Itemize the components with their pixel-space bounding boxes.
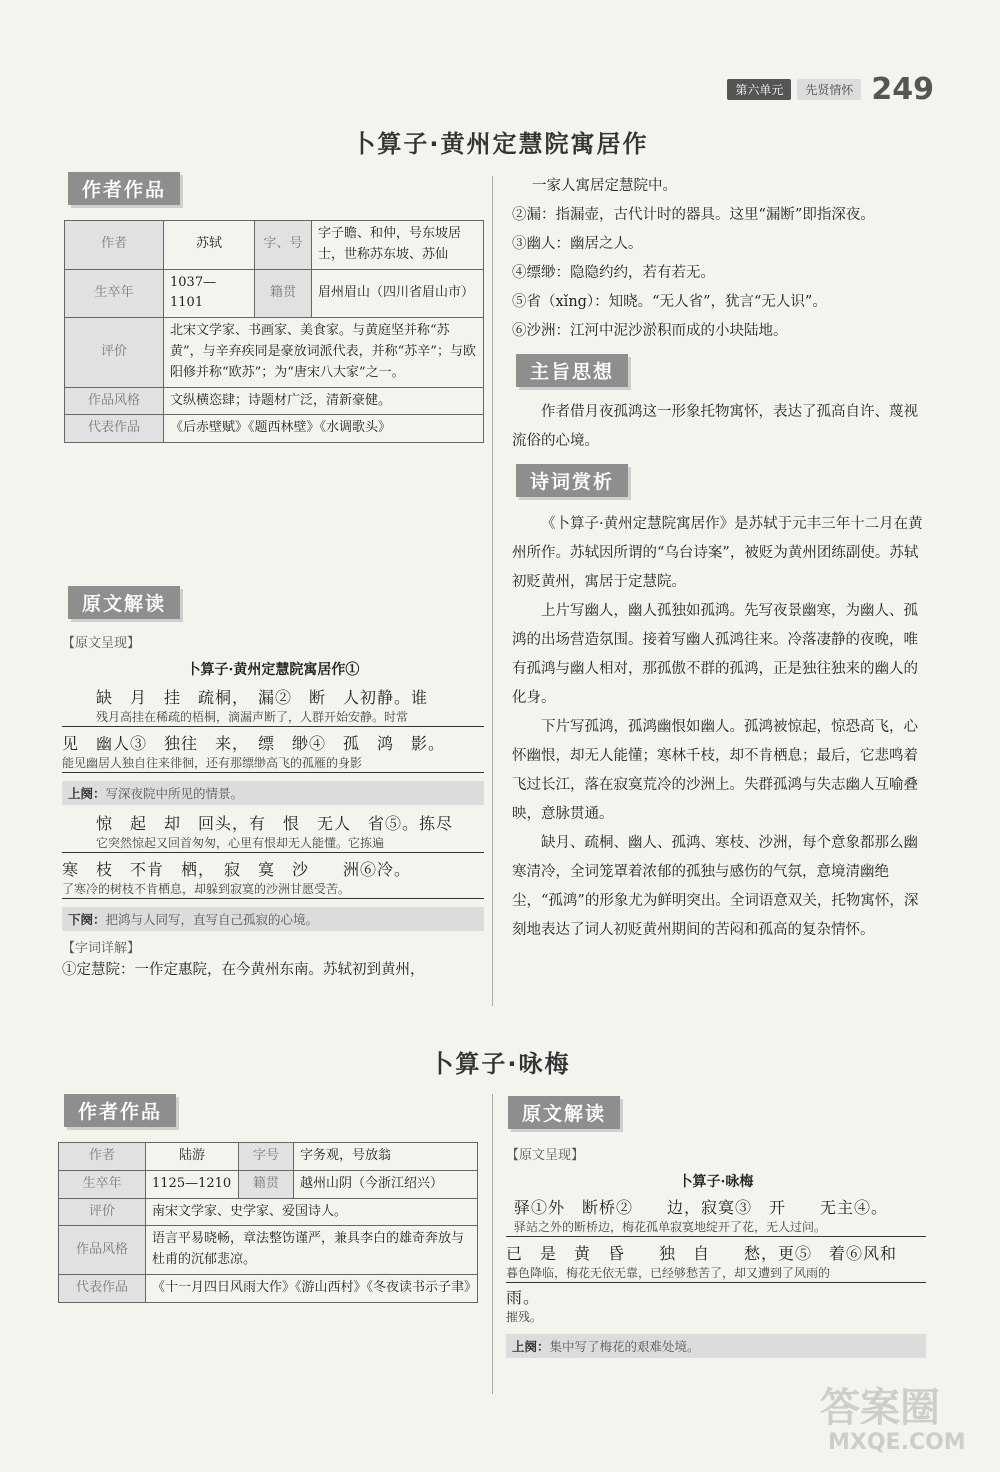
translation-line: 了寒冷的树枝不肯栖息，却躲到寂寞的沙洲甘愿受苦。	[62, 880, 484, 899]
author-works: 《后赤壁赋》《题西林壁》《水调歌头》	[164, 415, 484, 443]
note-lower	[62, 907, 484, 931]
author-origin: 眉州眉山（四川省眉山市）	[312, 269, 484, 318]
note-label: 上阕：	[68, 786, 106, 801]
gloss-item: ①定慧院：一作定惠院，在今黄州东南。苏轼初到黄州，	[62, 962, 425, 978]
page-number: 249	[871, 72, 934, 107]
label-works: 代表作品	[65, 415, 164, 443]
note-text: 把鸿与人同写，直写自己孤寂的心境。	[105, 912, 319, 927]
poem-line: 寒 枝 不肯 栖， 寂 寞 沙 洲⑥冷。	[62, 860, 412, 879]
note-upper	[506, 1334, 926, 1358]
page-header	[727, 72, 934, 107]
label-author: 作者	[65, 221, 164, 270]
gloss-item: ②漏：指漏壶，古代计时的器具。这里“漏断”即指深夜。	[512, 207, 875, 223]
author-origin: 越州山阴（今浙江绍兴）	[294, 1170, 478, 1198]
author-years: 1037—1101	[164, 269, 255, 318]
label-years: 生卒年	[65, 269, 164, 318]
gloss-item: 一家人寓居定慧院中。	[532, 178, 677, 194]
poem-line: 已 是 黄 昏 独 自 愁，更⑤ 着⑥风和	[506, 1244, 898, 1263]
translation-line: 驿站之外的断桥边，梅花孤单寂寞地绽开了花，无人过问。	[506, 1218, 926, 1237]
translation-line: 暮色降临，梅花无依无靠，已经够愁苦了，却又遭到了风雨的	[506, 1264, 926, 1283]
poem1-reading	[62, 632, 484, 985]
appreciation-body	[512, 510, 932, 945]
poem-line: 驿①外 断桥② 边，寂寞③ 开 无主④。	[514, 1198, 889, 1217]
label-origin: 籍贯	[239, 1170, 294, 1198]
section-author-works: 作者作品	[68, 172, 180, 205]
theme-text: 作者借月夜孤鸿这一形象托物寓怀，表达了孤高自许、蔑视流俗的心境。	[512, 404, 918, 449]
translation-line: 摧残。	[506, 1310, 543, 1324]
unit-tag: 第六单元	[727, 79, 791, 100]
section-appreciation: 诗词赏析	[516, 464, 628, 497]
label-style: 作品风格	[59, 1226, 146, 1275]
translation-line: 能见幽居人独自往来徘徊，还有那缥缈高飞的孤雁的身影	[62, 754, 484, 773]
poem-line: 见 幽人③ 独往 来， 缥 缈④ 孤 鸿 影。	[62, 734, 446, 753]
author-zi: 字子瞻、和仲，号东坡居士，世称苏东坡、苏仙	[312, 221, 484, 270]
appreciation-paragraph: 下片写孤鸿，孤鸿幽恨如幽人。孤鸿被惊起，惊恐高飞，心怀幽恨，却无人能懂；寒林千枝，却不肯栖息；最后，它悲鸣着飞过长江，落在寂寞荒冷的沙洲上。失群孤鸿与失志幽人互喻叠映，意脉贯通。	[512, 719, 918, 822]
translation-line: 它突然惊起又回首匆匆，心里有恨却无人能懂。它拣遍	[62, 834, 484, 853]
author-style: 语言平易晓畅，章法整饬谨严，兼具李白的雄奇奔放与杜甫的沉郁悲凉。	[146, 1226, 478, 1275]
gloss-item: ⑤省（xǐng）：知晓。“无人省”，犹言“无人识”。	[512, 294, 827, 310]
author-table-1	[64, 220, 484, 443]
label-style: 作品风格	[65, 387, 164, 415]
poem2-inner-title: 卜算子·咏梅	[678, 1174, 754, 1190]
author-works: 《十一月四日风雨大作》《游山西村》《冬夜读书示子聿》	[146, 1274, 478, 1302]
label-zi: 字号	[239, 1143, 294, 1171]
orig-label: 【原文呈现】	[506, 1148, 585, 1163]
note-label: 上阕：	[512, 1339, 550, 1354]
watermark-url: MXQE.COM	[828, 1430, 966, 1455]
gloss-item: ⑥沙洲：江河中泥沙淤积而成的小块陆地。	[512, 323, 788, 339]
column-divider-2	[492, 1094, 493, 1394]
poem2-title: 卜算子·咏梅	[429, 1050, 571, 1078]
gloss-label: 【字词详解】	[62, 941, 141, 956]
poem-line: 雨。	[506, 1288, 541, 1307]
author-zi: 字务观，号放翁	[294, 1143, 478, 1171]
label-years: 生卒年	[59, 1170, 146, 1198]
note-upper	[62, 781, 484, 805]
note-text: 集中写了梅花的艰难处境。	[549, 1339, 700, 1354]
watermark-logo: 答案圈	[820, 1385, 940, 1431]
label-zi: 字、号	[255, 221, 312, 270]
gloss-item: ③幽人：幽居之人。	[512, 236, 643, 252]
author-eval: 南宋文学家、史学家、爱国诗人。	[146, 1198, 478, 1226]
author-eval: 北宋文学家、书画家、美食家。与黄庭坚并称“苏黄”，与辛弃疾同是豪放词派代表，并称“苏辛”；与欧阳修并称“欧苏”；为“唐宋八大家”之一。	[164, 318, 484, 387]
label-eval: 评价	[65, 318, 164, 387]
orig-label: 【原文呈现】	[62, 636, 141, 651]
appreciation-paragraph: 缺月、疏桐、幽人、孤鸿、寒枝、沙洲，每个意象都那么幽寒清冷，全词笼罩着浓郁的孤独与感伤的气氛，意境清幽绝尘，“孤鸿”的形象尤为鲜明突出。全词语意双关，托物寓怀，深刻地表达了词人初贬黄州期间的苦闷和孤高的复杂情怀。	[512, 835, 919, 938]
poem1-inner-title: 卜算子·黄州定慧院寓居作①	[186, 662, 360, 678]
note-text: 写深夜院中所见的情景。	[105, 786, 244, 801]
gloss-continued	[512, 172, 932, 346]
poem-line: 惊 起 却 回头，有 恨 无人 省⑤。拣尽	[96, 814, 454, 833]
translation-line: 残月高挂在稀疏的梧桐，滴漏声断了，人群开始安静。时常	[62, 708, 484, 727]
note-label: 下阕：	[68, 912, 106, 927]
author-name: 陆游	[146, 1143, 239, 1171]
topic-tag: 先贤情怀	[797, 79, 861, 100]
appreciation-paragraph: 上片写幽人，幽人孤独如孤鸿。先写夜景幽寒，为幽人、孤鸿的出场营造氛围。接着写幽人孤鸿往来。冷落凄静的夜晚，唯有孤鸿与幽人相对，那孤傲不群的孤鸿，正是独往独来的幽人的化身。	[512, 603, 918, 706]
label-author: 作者	[59, 1143, 146, 1171]
label-works: 代表作品	[59, 1274, 146, 1302]
author-years: 1125—1210	[146, 1170, 239, 1198]
gloss-item: ④缥缈：隐隐约约，若有若无。	[512, 265, 715, 281]
author-table-2	[58, 1142, 478, 1303]
section-reading: 原文解读	[68, 586, 180, 619]
section-reading-2: 原文解读	[508, 1096, 620, 1129]
column-divider	[492, 176, 493, 1006]
section-theme: 主旨思想	[516, 354, 628, 387]
poem1-title: 卜算子·黄州定慧院寓居作	[351, 130, 649, 158]
label-eval: 评价	[59, 1198, 146, 1226]
poem2-reading	[506, 1144, 926, 1358]
poem-line: 缺 月 挂 疏桐， 漏② 断 人初静。谁	[96, 688, 429, 707]
section-author-works-2: 作者作品	[64, 1094, 176, 1127]
author-name: 苏轼	[164, 221, 255, 270]
author-style: 文纵横恣肆；诗题材广泛，清新豪健。	[164, 387, 484, 415]
appreciation-paragraph: 《卜算子·黄州定慧院寓居作》是苏轼于元丰三年十二月在黄州所作。苏轼因所谓的“乌台诗案”，被贬为黄州团练副使。苏轼初贬黄州，寓居于定慧院。	[512, 516, 923, 590]
label-origin: 籍贯	[255, 269, 312, 318]
